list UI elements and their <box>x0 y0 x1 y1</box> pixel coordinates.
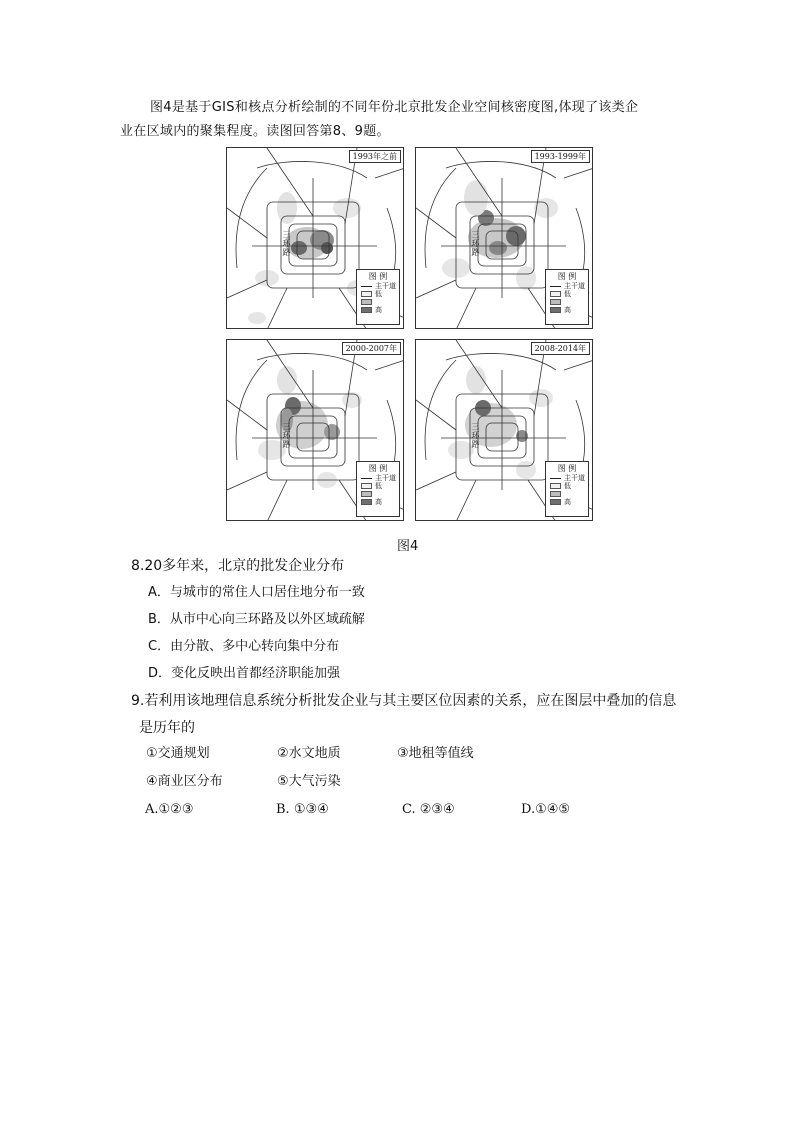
ring-road-label: 三 环 路 <box>471 422 480 449</box>
map-legend: 图 例 主干道 低 高 <box>545 269 589 325</box>
panel-year-label: 1993-1999年 <box>531 150 590 163</box>
ring-road-label: 三 环 路 <box>282 230 291 257</box>
question-8-option-d: D．变化反映出首都经济职能加强 <box>148 666 341 681</box>
question-9-stem-line-1: 9.若利用该地理信息系统分析批发企业与其主要区位因素的关系，应在图层中叠加的信息 <box>131 693 677 709</box>
question-9-stem-line-2: 是历年的 <box>139 720 195 736</box>
map-panel-4 <box>415 339 593 521</box>
intro-line-2: 业在区域内的聚集程度。读图回答第8、9题。 <box>120 124 390 139</box>
intro-paragraph <box>120 96 680 144</box>
question-9-item-3: ③地租等值线 <box>397 746 474 761</box>
panel-year-label: 1993年之前 <box>349 150 401 163</box>
panel-year-label: 2000-2007年 <box>342 342 401 355</box>
question-9-choice-c: C. ②③④ <box>402 802 455 817</box>
map-legend: 图 例 主干道 低 高 <box>356 461 400 517</box>
map-panel-2 <box>415 147 593 329</box>
map-panel-3 <box>226 339 404 521</box>
question-9-item-2: ②水文地质 <box>277 746 341 761</box>
question-8-option-c: C．由分散、多中心转向集中分布 <box>148 639 340 654</box>
ring-road-label: 三 环 路 <box>471 230 480 257</box>
panel-year-label: 2008-2014年 <box>531 342 590 355</box>
map-legend: 图 例 主干道 低 高 <box>356 269 400 325</box>
question-8-stem: 8.20多年来，北京的批发企业分布 <box>131 558 345 574</box>
question-9-item-5: ⑤大气污染 <box>277 774 341 789</box>
map-panel-1 <box>226 147 404 329</box>
intro-line-1: 图4是基于GIS和核点分析绘制的不同年份北京批发企业空间核密度图,体现了该类企 <box>150 100 639 115</box>
figure-caption: 图4 <box>397 539 419 554</box>
question-9-item-1: ①交通规划 <box>146 746 210 761</box>
question-9-choice-a: A.①②③ <box>145 802 194 817</box>
question-9-item-4: ④商业区分布 <box>146 774 223 789</box>
map-legend: 图 例 主干道 低 高 <box>545 461 589 517</box>
question-9-choice-d: D.①④⑤ <box>521 802 571 817</box>
question-8-option-b: B．从市中心向三环路及以外区域疏解 <box>148 612 365 627</box>
question-8-option-a: A．与城市的常住人口居住地分布一致 <box>148 585 365 600</box>
kernel-density-maps <box>226 147 596 525</box>
question-9-choice-b: B. ①③④ <box>276 802 329 817</box>
ring-road-label: 三 环 路 <box>282 422 291 449</box>
